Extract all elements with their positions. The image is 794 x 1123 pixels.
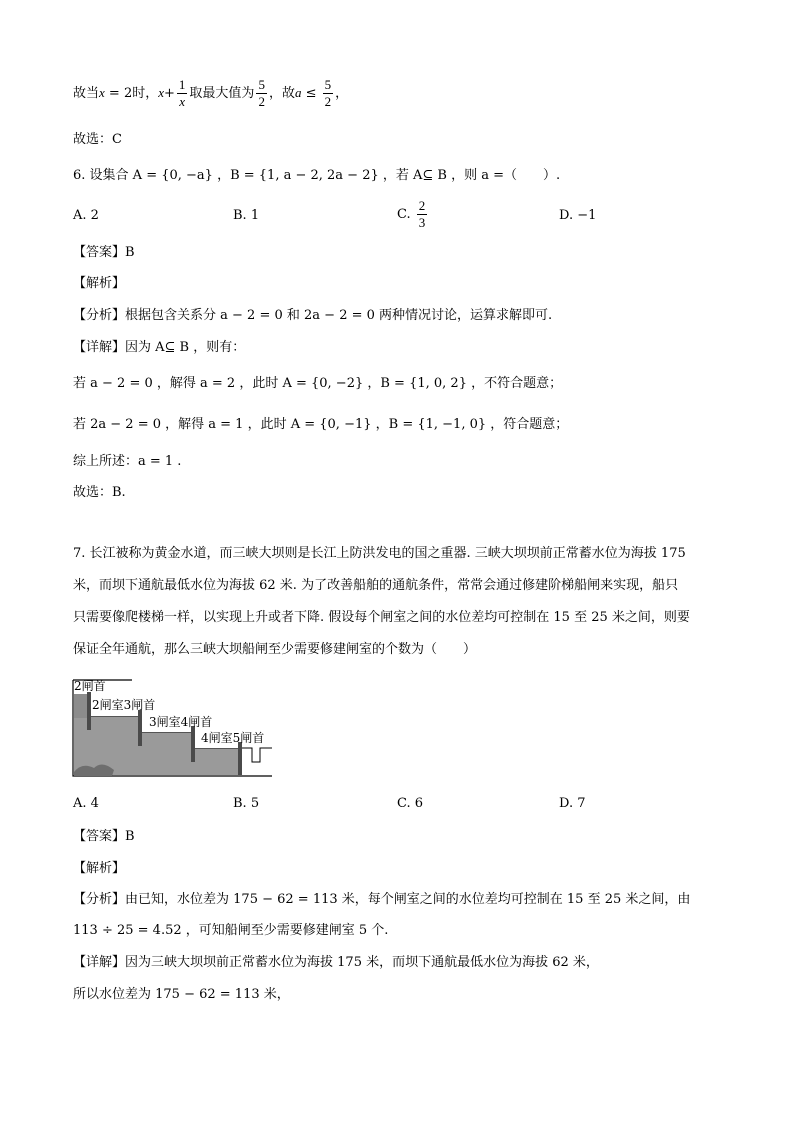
detail-tag: 【详解】	[73, 340, 126, 355]
q6-case2: 若 2a − 2 = 0 ，解得 a = 1 ，此时 A = {0, −1} ，B = {1, −1, 0} ，符合题意；	[73, 417, 569, 432]
math-var: a	[294, 85, 302, 100]
q7-stem-line2: 米，而坝下通航最低水位为海拔 62 米. 为了改善船舶的通航条件，常常会通过修建阶梯船闸来实现，船只	[73, 578, 679, 593]
q7-stem-line1: 7. 长江被称为黄金水道，而三峡大坝则是长江上防洪发电的国之重器. 三峡大坝坝前正常蓄水位为海拔 175	[73, 546, 686, 561]
label-chamber-4-gate-5: 4闸室5闸首	[201, 731, 265, 745]
fenxi-tag: 【分析】	[73, 308, 126, 323]
q6-fenxi	[73, 307, 552, 325]
q7-choice-b: B. 5	[233, 796, 260, 811]
choice-label: C.	[397, 207, 411, 222]
q7-analysis-tag: 【解析】	[73, 861, 126, 876]
q6-summary: 综上所述：a = 1 .	[73, 454, 182, 469]
math-var: x	[158, 85, 165, 100]
q7-detail-line1	[73, 954, 599, 972]
q6-choice-d: D. −1	[559, 208, 597, 223]
q6-detail	[73, 339, 245, 357]
fraction-5-over-2	[256, 77, 267, 110]
gate-3	[138, 710, 142, 746]
q7-fenxi-line1	[73, 891, 690, 909]
label-chamber-2-gate-3: 2闸室3闸首	[92, 698, 156, 712]
frac-den: 2	[324, 94, 332, 109]
q7-choice-c: C. 6	[397, 796, 424, 811]
detail-text: 因为 A⊆ B ，则有：	[125, 340, 246, 355]
q7-detail-line2: 所以水位差为 175 − 62 = 113 米，	[73, 987, 290, 1002]
text-segment: 故当	[73, 86, 100, 101]
prev-select: 故选：C	[73, 132, 122, 147]
answer-value: B	[125, 829, 135, 844]
q7-choice-d: D. 7	[559, 796, 586, 811]
frac-num: 2	[418, 198, 426, 213]
frac-den: x	[179, 94, 186, 109]
ship-lock-figure	[72, 672, 282, 782]
gap-1-floor	[88, 716, 140, 717]
detail-text: 因为三峡大坝坝前正常蓄水位为海拔 175 米，而坝下通航最低水位为海拔 62 米，	[125, 955, 599, 970]
q7-stem-line4: 保证全年通航，那么三峡大坝船闸至少需要修建闸室的个数为（ ）	[73, 642, 477, 657]
text-segment: ，	[335, 86, 349, 101]
answer-tag: 【答案】	[73, 245, 126, 260]
chamber-1-water	[74, 694, 88, 718]
math-var: x	[99, 85, 105, 100]
q7-fenxi-line2: 113 ÷ 25 = 4.52 ，可知船闸至少需要修建闸室 5 个.	[73, 923, 389, 938]
fenxi-text: 根据包含关系分 a − 2 = 0 和 2a − 2 = 0 两种情况讨论，运算求解即可.	[125, 308, 553, 323]
q6-answer	[73, 244, 135, 262]
label-gate-2: 2闸首	[74, 679, 106, 693]
fenxi-tag: 【分析】	[73, 892, 126, 907]
gate-2	[87, 692, 91, 730]
answer-value: B	[125, 245, 135, 260]
math-op: +	[164, 86, 175, 101]
frac-den: 2	[258, 94, 265, 109]
text-segment: 取最大值为	[189, 86, 255, 101]
detail-tag: 【详解】	[73, 955, 126, 970]
text-segment: ，故	[268, 86, 295, 101]
frac-num: 5	[258, 77, 265, 92]
frac-num: 5	[324, 77, 332, 92]
gap-3-floor	[192, 748, 240, 749]
q6-case1: 若 a − 2 = 0 ，解得 a = 2 ，此时 A = {0, −2} ，B = {1, 0, 2} ，不符合题意；	[73, 376, 563, 391]
answer-tag: 【答案】	[73, 829, 126, 844]
label-chamber-3-gate-4: 3闸室4闸首	[149, 715, 213, 729]
q6-select: 故选：B.	[73, 485, 126, 500]
q7-choice-a: A. 4	[73, 796, 99, 811]
q6-choice-c	[397, 198, 429, 231]
gate-5	[238, 742, 242, 775]
fraction-1-over-x	[177, 77, 188, 110]
q6-analysis-tag: 【解析】	[73, 276, 126, 291]
fenxi-text: 由已知，水位差为 175 − 62 = 113 米，每个闸室之间的水位差均可控制在 15 至 25 米之间，由	[125, 892, 691, 907]
q6-choice-a: A. 2	[73, 208, 99, 223]
gap-2-floor	[140, 732, 192, 733]
frac-num: 1	[178, 77, 186, 92]
q6-stem: 6. 设集合 A = {0, −a} ，B = {1, a − 2, 2a − 2} ，若 A⊆ B ，则 a =（ ）.	[73, 168, 561, 183]
q7-stem-line3: 只需要像爬楼梯一样，以实现上升或者下降. 假设每个闸室之间的水位差均可控制在 15 至 25 米之间，则要	[73, 610, 690, 625]
gate-4	[191, 726, 195, 762]
text-segment: = 2时，	[104, 86, 159, 101]
prev-conclusion-line	[73, 77, 348, 110]
q6-choice-b: B. 1	[233, 208, 260, 223]
fraction-2-over-3	[417, 198, 428, 231]
math-op: ≤	[301, 86, 321, 101]
frac-den: 3	[418, 215, 426, 230]
fraction-5-over-2-b	[323, 77, 334, 110]
q7-answer	[73, 828, 135, 846]
